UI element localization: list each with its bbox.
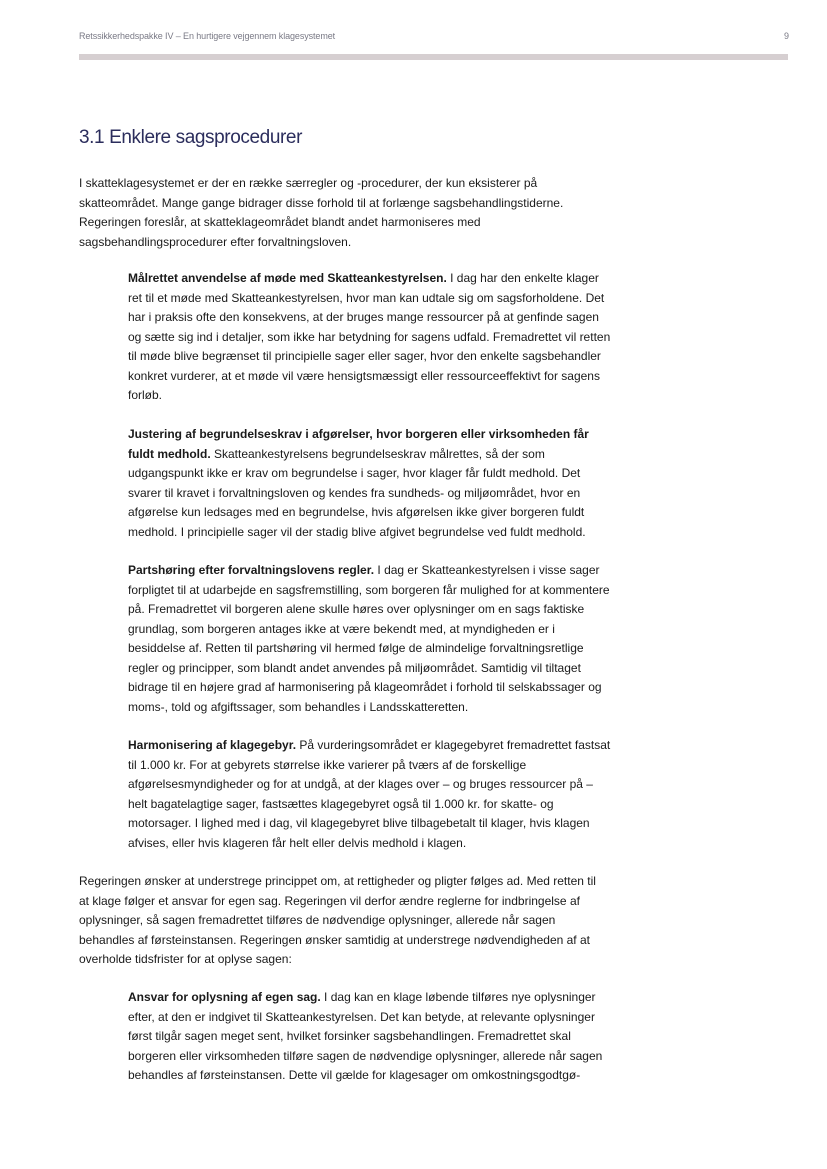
item-fee-heading: Harmonisering af klagegebyr. [128,738,297,752]
item-responsibility-text: I dag kan en klage løbende tilføres nye oplysninger efter, at den er indgivet til Skatteankestyrelsen. Det kan betyde, at relevante oplysninger først tilgår sagen meget sent, hvilket forsinker sagsbehandlingen. Fremadrettet skal borgeren eller virksomheden tilføre sagen de nødvendige oplysninger, allerede når sagen behandles af førsteinstansen. Dette vil gælde for klagesager om omkostningsgodtgø- [128,990,603,1082]
item-meeting-text: I dag har den enkelte klager ret til et møde med Skatteankestyrelsen, hvor man kan udtale sig om sagsforholdene. Det har i praksis ofte den konsekvens, at der bruges mange ressourcer på at genfinde sagen og sætte sig ind i detaljer, som ikke har betydning for sagens udfald. Fremadrettet vil retten til møde blive begrænset til principielle sager eller sager, hvor den enkelte sagsbehandler konkret vurderer, at et møde vil være hensigtsmæssigt eller ressourceeffektivt for sagens forløb. [128,271,611,402]
item-justification [128,425,612,542]
item-fee-text: På vurderingsområdet er klagegebyret fremadrettet fastsat til 1.000 kr. For at gebyrets størrelse ikke varierer på tværs af de forskellige afgørelsesmyndigheder og for at undgå, at der klages over – og bruges ressourcer på – helt bagatelagtige sager, fastsættes klagegebyret også til 1.000 kr. for skatte- og motorsager. I lighed med i dag, vil klagegebyret blive tilbagebetalt til klager, hvis klagen afvises, eller hvis klageren får helt eller delvis medhold i klagen. [128,738,611,850]
item-justification-heading: Justering af begrundelseskrav i afgørelser, hvor borgeren eller virksomheden får fuldt medhold. [128,427,589,461]
intro-paragraph: I skatteklagesystemet er der en række særregler og -procedurer, der kun eksisterer på skatteområdet. Mange gange bidrager disse forhold til at forlænge sagsbehandlingstiderne. Regeringen foreslår, at skatteklageområdet blandt andet harmoniseres med sagsbehandlingsprocedurer efter forvaltningsloven. [79,176,564,249]
item-fee [128,736,612,853]
running-header-title: Retssikkerhedspakke IV – En hurtigere vejgennem klagesystemet [79,31,336,41]
item-justification-text: Skatteankestyrelsens begrundelseskrav målrettes, så der som udgangspunkt ikke er krav om begrundelse i sager, hvor klager får fuldt medhold. Det svarer til kravet i forvaltningsloven og kendes fra sundheds- og miljøområdet, hvor en afgørelse kun ledsages med en begrundelse, hvis afgørelsen ikke giver borgeren fuldt medhold. I principielle sager vil der stadig blive afgivet begrundelse ved fuldt medhold. [128,446,586,539]
item-meeting-heading: Målrettet anvendelse af møde med Skatteankestyrelsen. [128,271,447,285]
item-meeting [128,269,612,406]
item-responsibility-heading: Ansvar for oplysning af egen sag. [128,990,321,1004]
page-number: 9 [783,31,789,41]
item-hearing-text: I dag er Skatteankestyrelsen i visse sager forpligtet til at udarbejde en sagsfremstilling, som borgeren får mulighed for at kommentere på. Fremadrettet vil borgeren alene skulle høres over oplysninger om en sags faktiske grundlag, som borgeren antages ikke at være bekendt med, at myndigheden er i besiddelse af. Retten til partshøring vil hermed følge de almindelige forvaltningsretlige regler og principper, som blandt andet anvendes på miljøområdet. Samtidig vil tiltaget bidrage til en højere grad af harmonisering på klageområdet i forhold til selskabssager og moms-, told og afgiftssager, som behandles i Landsskatteretten. [128,563,610,714]
item-responsibility [128,988,612,1086]
item-hearing-heading: Partshøring efter forvaltningslovens regler. [128,563,375,577]
header-divider [79,54,788,60]
section-title: 3.1 Enklere sagsprocedurer [79,127,303,148]
middle-paragraph: Regeringen ønsker at understrege princippet om, at rettigheder og pligter følges ad. Med retten til at klage følger et ansvar for egen sag. Regeringen vil derfor ændre reglerne for indbringelse af oplysninger, så sagen fremadrettet tilføres de nødvendige oplysninger, allerede når sagen behandles af førsteinstansen. Regeringen ønsker samtidig at understrege nødvendigheden af at overholde tidsfrister for at oplyse sagen: [79,874,596,966]
item-hearing [128,561,612,717]
